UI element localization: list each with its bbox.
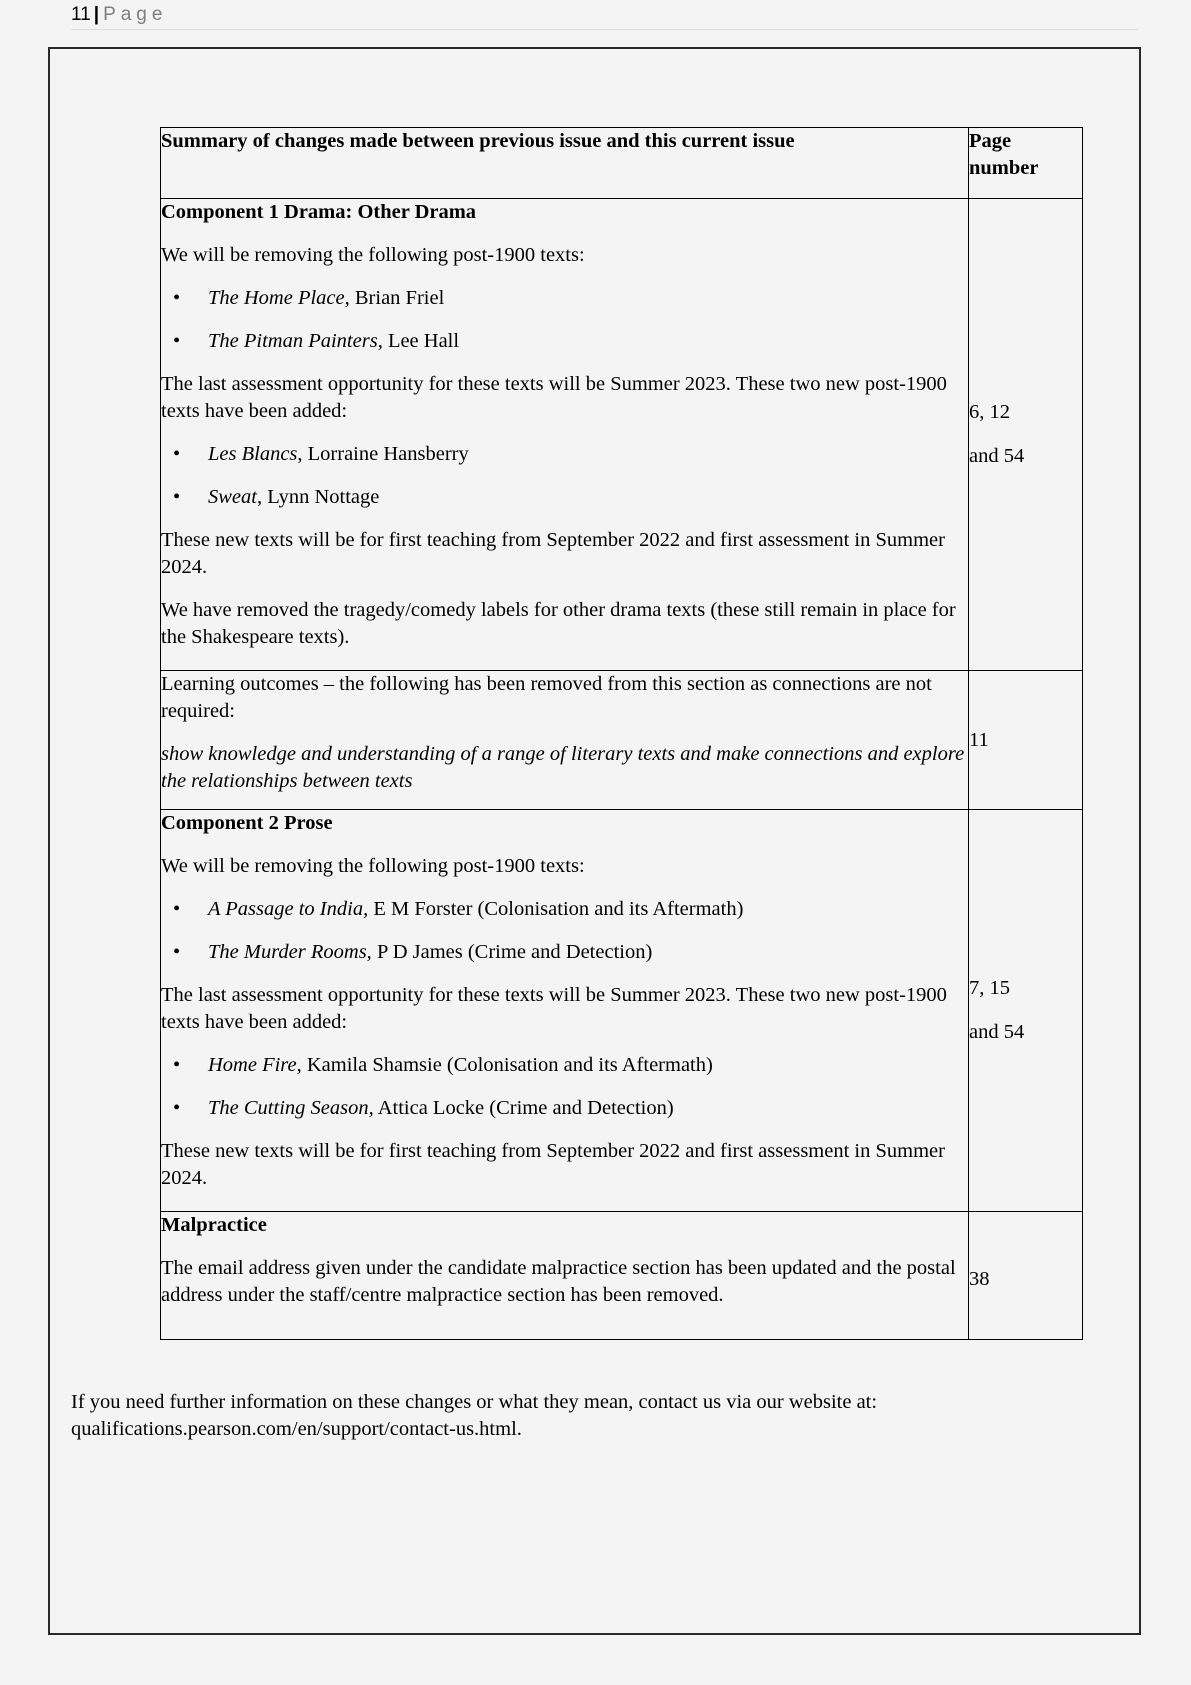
summary-cell bbox=[161, 199, 969, 671]
list-item: • A Passage to India, E M Forster (Colonisation and its Aftermath) bbox=[161, 896, 968, 923]
row-mid-text: The last assessment opportunity for these texts will be Summer 2023. These two new post-1900 texts have been added: bbox=[161, 373, 947, 422]
page-number-header bbox=[969, 128, 1083, 199]
row-text: Learning outcomes – the following has been removed from this section as connections are not required: bbox=[161, 673, 932, 722]
page-number-header-line1: Page bbox=[969, 130, 1012, 152]
row-title: Component 2 Prose bbox=[161, 812, 333, 834]
removed-texts-list bbox=[161, 896, 968, 966]
list-item: • The Home Place, Brian Friel bbox=[161, 285, 968, 312]
row-mid-text: The last assessment opportunity for these texts will be Summer 2023. These two new post-1900 texts have been added: bbox=[161, 984, 947, 1033]
table-row-component1-drama bbox=[161, 199, 1083, 671]
table-row-learning-outcomes bbox=[161, 671, 1083, 810]
row-title: Component 1 Drama: Other Drama bbox=[161, 201, 477, 223]
contact-note bbox=[71, 1389, 1091, 1443]
page-number-header-line2: number bbox=[969, 157, 1039, 179]
row-intro: We will be removing the following post-1900 texts: bbox=[161, 244, 585, 266]
row-note: These new texts will be for first teaching from September 2022 and first assessment in Summer 2024. bbox=[161, 529, 945, 578]
summary-cell bbox=[161, 671, 969, 810]
list-item: • Les Blancs, Lorraine Hansberry bbox=[161, 441, 968, 468]
contact-url: qualifications.pearson.com/en/support/contact-us.html. bbox=[71, 1418, 522, 1440]
table-header-row bbox=[161, 128, 1083, 199]
summary-header: Summary of changes made between previous issue and this current issue bbox=[161, 128, 969, 199]
added-texts-list bbox=[161, 441, 968, 511]
page-number-cell: 6, 12 and 54 bbox=[969, 199, 1083, 671]
row-note: We have removed the tragedy/comedy labels for other drama texts (these still remain in place for the Shakespeare texts). bbox=[161, 599, 956, 648]
page-number-cell: 11 bbox=[969, 671, 1083, 810]
added-texts-list bbox=[161, 1052, 968, 1122]
list-item: • Home Fire, Kamila Shamsie (Colonisation and its Aftermath) bbox=[161, 1052, 968, 1079]
row-note: These new texts will be for first teaching from September 2022 and first assessment in Summer 2024. bbox=[161, 1140, 945, 1189]
table-row-malpractice bbox=[161, 1212, 1083, 1340]
row-title: Malpractice bbox=[161, 1214, 267, 1236]
page-header bbox=[71, 0, 1138, 30]
page-word: Page bbox=[103, 4, 168, 25]
summary-cell bbox=[161, 1212, 969, 1340]
contact-note-line1: If you need further information on these changes or what they mean, contact us via our website at: bbox=[71, 1391, 878, 1413]
table-row-component2-prose bbox=[161, 810, 1083, 1212]
row-italic-text: show knowledge and understanding of a range of literary texts and make connections and explore the relationships between texts bbox=[161, 743, 965, 792]
removed-texts-list bbox=[161, 285, 968, 355]
list-item: • The Murder Rooms, P D James (Crime and Detection) bbox=[161, 939, 968, 966]
list-item: • Sweat, Lynn Nottage bbox=[161, 484, 968, 511]
page-number: 11 bbox=[71, 4, 91, 25]
summary-of-changes-table bbox=[160, 127, 1083, 1340]
list-item: • The Pitman Painters, Lee Hall bbox=[161, 328, 968, 355]
list-item: • The Cutting Season, Attica Locke (Crime and Detection) bbox=[161, 1095, 968, 1122]
page-separator: | bbox=[93, 4, 100, 25]
page-number-cell: 7, 15 and 54 bbox=[969, 810, 1083, 1212]
row-text: The email address given under the candidate malpractice section has been updated and the postal address under the staff/centre malpractice section has been removed. bbox=[161, 1257, 956, 1306]
summary-cell bbox=[161, 810, 969, 1212]
row-intro: We will be removing the following post-1900 texts: bbox=[161, 855, 585, 877]
page-number-cell: 38 bbox=[969, 1212, 1083, 1340]
